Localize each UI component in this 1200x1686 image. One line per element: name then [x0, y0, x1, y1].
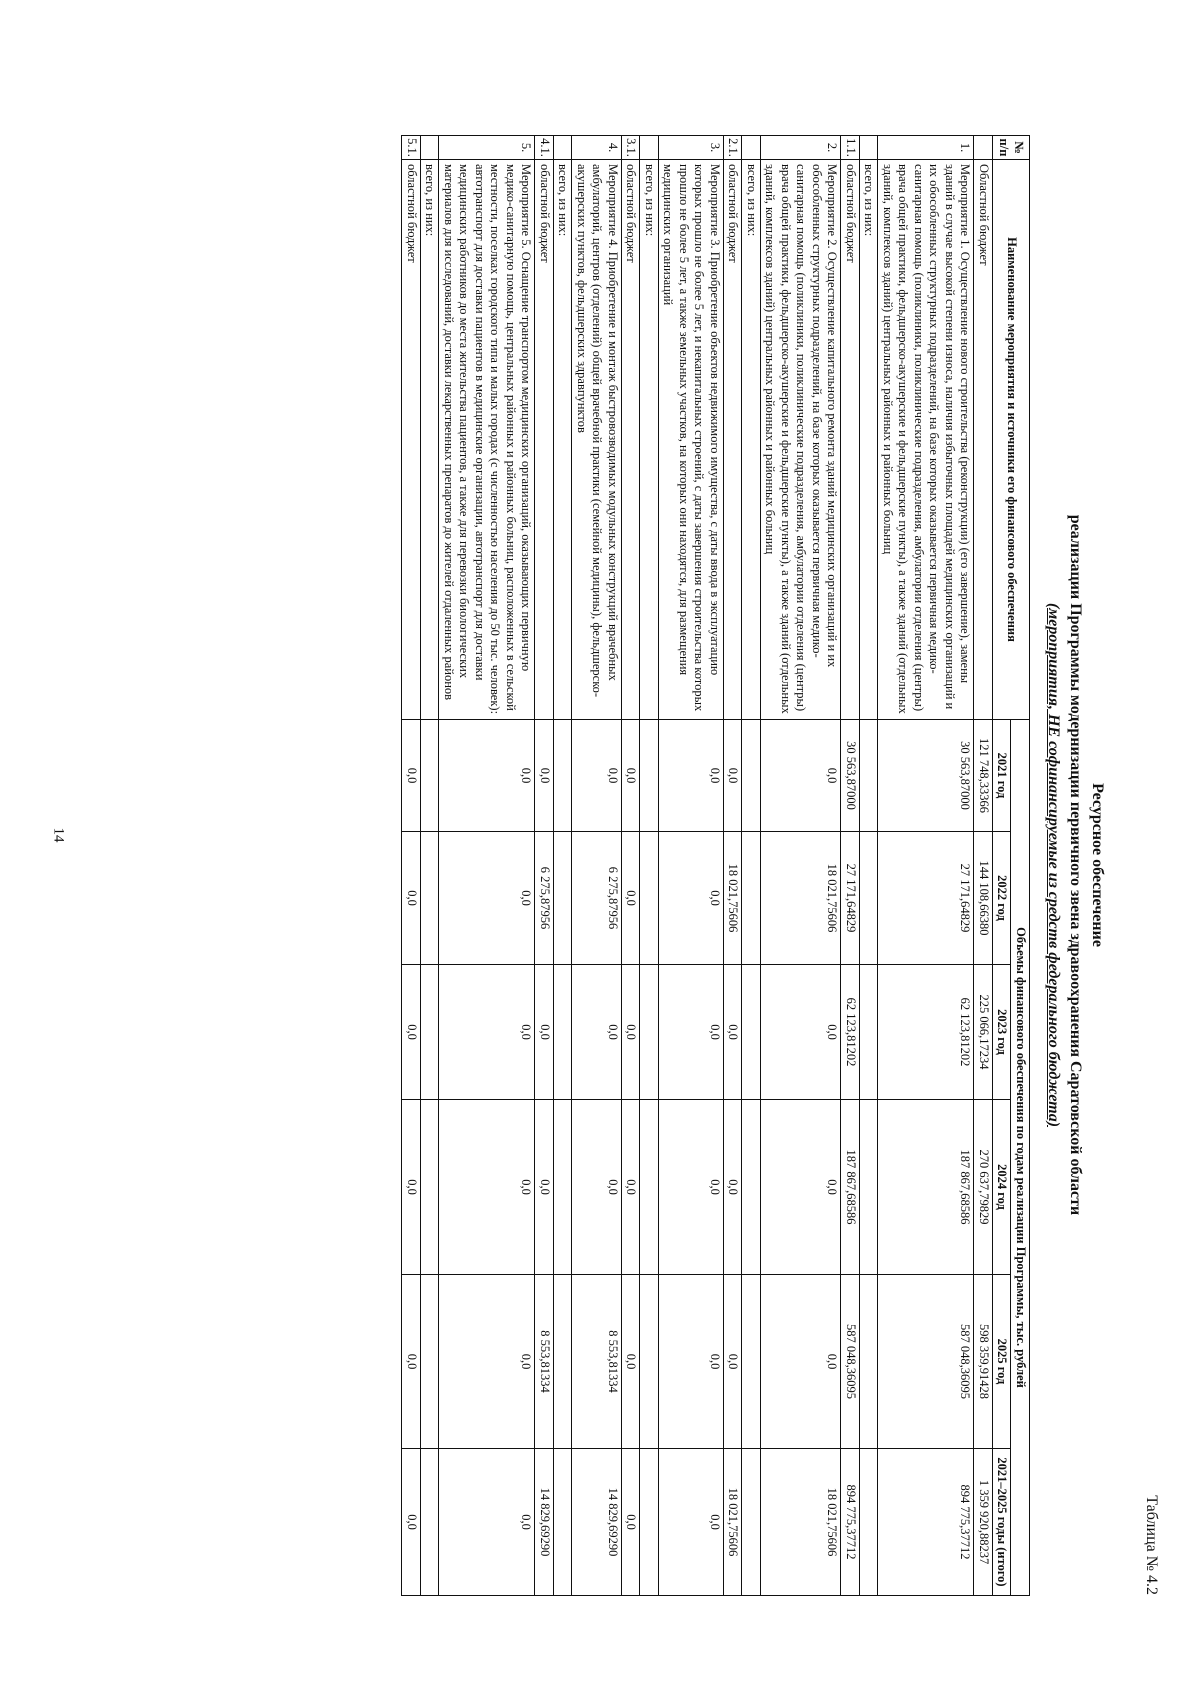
row-value: 0,0 — [439, 965, 535, 1100]
row-value: 14 829,69290 — [535, 1449, 554, 1596]
table-row — [421, 136, 440, 1596]
row-value: 1 359 920,88237 — [974, 1449, 993, 1596]
header-year: 2023 год — [993, 965, 1012, 1100]
row-value — [421, 965, 440, 1100]
title-line-1: Ресурсное обеспечение — [1089, 783, 1106, 947]
row-value: 18 021,75606 — [761, 832, 842, 965]
row-name: всего, из них: — [640, 160, 659, 720]
row-value — [421, 1275, 440, 1449]
row-value — [554, 965, 573, 1100]
row-value — [421, 1100, 440, 1275]
row-name: всего, из них: — [554, 160, 573, 720]
row-value — [554, 1449, 573, 1596]
row-value: 0,0 — [622, 832, 641, 965]
row-value: 62 123,81202 — [878, 965, 974, 1100]
table-row — [742, 136, 761, 1596]
row-value: 0,0 — [659, 720, 724, 832]
row-name: всего, из них: — [860, 160, 879, 720]
row-value: 0,0 — [622, 965, 641, 1100]
header-year: 2025 год — [993, 1275, 1012, 1449]
table-row — [974, 136, 993, 1596]
row-value — [421, 1449, 440, 1596]
title-line-2: реализации Программы модернизации первичного звена здравоохранения Саратовской области — [1067, 514, 1084, 1216]
rotated-page-content — [230, 135, 1170, 1595]
row-value — [860, 1275, 879, 1449]
header-name: Наименование мероприятия и источники его финансового обеспечения — [993, 160, 1030, 720]
row-value — [640, 965, 659, 1100]
row-value: 0,0 — [402, 1449, 421, 1596]
row-value — [860, 720, 879, 832]
row-value: 6 275,87956 — [572, 832, 622, 965]
row-number: 3.1. — [622, 136, 641, 160]
table-row — [572, 136, 622, 1596]
row-value: 121 748,33366 — [974, 720, 993, 832]
row-value: 6 275,87956 — [535, 832, 554, 965]
row-value: 894 775,37712 — [878, 1449, 974, 1596]
row-value: 144 108,66380 — [974, 832, 993, 965]
row-name: Мероприятие 5. Оснащение транспортом медицинских организаций, оказывающих первичную медико-санитарную помощь, центральных районных и районных больниц, расположенных в сельской местности, поселках городского типа и малых городах (с численностью населения до 50 тыс. человек): автотранспорт для доставки пациентов в медицинские организации, автотранспорт для доставки медицинских работников до места жительства пациентов, а также для перевозки биологических материалов для исследований, доставки лекарственных препаратов до жителей отдаленных районов — [439, 160, 535, 720]
row-value: 0,0 — [622, 1275, 641, 1449]
row-value: 18 021,75606 — [724, 1449, 743, 1596]
row-value — [554, 1100, 573, 1275]
table-row — [878, 136, 974, 1596]
header-year: 2021 год — [993, 720, 1012, 832]
page-number: 14 — [50, 827, 67, 843]
row-value: 0,0 — [659, 1449, 724, 1596]
table-label: Таблица № 4.2 — [1143, 1495, 1160, 1595]
row-value: 0,0 — [761, 1100, 842, 1275]
header-number: № п/п — [993, 136, 1030, 160]
row-value — [742, 1100, 761, 1275]
row-number: 4.1. — [535, 136, 554, 160]
table-row — [841, 136, 860, 1596]
row-name: Мероприятие 1. Осуществление нового строительства (реконструкции) (его завершение), замены зданий в случае высокой степени износа, наличия избыточных площадей медицинских организаций и их обособленных структурных подразделений, на базе которых оказывается первичная медико-санитарная помощь (поликлиники, поликлинические подразделения, амбулатории отделения (центры) врача общей практики, фельдшерско-акушерские и фельдшерские пункты), а также зданий (отдельных зданий, комплексов зданий) центральных районных и районных больниц — [878, 160, 974, 720]
row-name: областной бюджет — [535, 160, 554, 720]
row-number — [974, 136, 993, 160]
row-value: 0,0 — [402, 965, 421, 1100]
document-title — [1042, 135, 1108, 1595]
row-name: всего, из них: — [742, 160, 761, 720]
row-value — [742, 1275, 761, 1449]
header-year: 2021–2025 годы (итого) — [993, 1449, 1012, 1596]
row-value: 0,0 — [572, 1100, 622, 1275]
table-row — [535, 136, 554, 1596]
row-name: областной бюджет — [622, 160, 641, 720]
row-value: 187 867,68586 — [878, 1100, 974, 1275]
row-number: 5.1. — [402, 136, 421, 160]
row-number — [860, 136, 879, 160]
row-value: 0,0 — [761, 965, 842, 1100]
row-value: 0,0 — [402, 832, 421, 965]
row-value: 0,0 — [761, 1275, 842, 1449]
row-number: 4. — [572, 136, 622, 160]
row-value — [554, 720, 573, 832]
row-value — [554, 1275, 573, 1449]
row-value: 0,0 — [622, 720, 641, 832]
table-row — [439, 136, 535, 1596]
table-row — [622, 136, 641, 1596]
row-value: 187 867,68586 — [841, 1100, 860, 1275]
row-value — [860, 832, 879, 965]
row-name: Мероприятие 2. Осуществление капитального ремонта зданий медицинских организаций и их обособленных структурных подразделений, на базе которых оказывается первичная медико-санитарная помощь (поликлиники, поликлинические подразделения, амбулатории отделения (центры) врача общей практики, фельдшерско-акушерские и фельдшерские пункты), а также зданий (отдельных зданий, комплексов зданий) центральных районных и районных больниц — [761, 160, 842, 720]
row-number: 3. — [659, 136, 724, 160]
row-value: 0,0 — [535, 720, 554, 832]
row-value: 0,0 — [439, 1100, 535, 1275]
table-row — [761, 136, 842, 1596]
row-value: 0,0 — [761, 720, 842, 832]
row-value: 30 563,87000 — [878, 720, 974, 832]
row-value: 62 123,81202 — [841, 965, 860, 1100]
row-value: 270 637,79829 — [974, 1100, 993, 1275]
row-value — [742, 832, 761, 965]
table-row — [724, 136, 743, 1596]
table-row — [640, 136, 659, 1596]
row-value: 0,0 — [572, 720, 622, 832]
row-number: 2.1. — [724, 136, 743, 160]
row-value: 0,0 — [622, 1449, 641, 1596]
row-value: 598 359,91428 — [974, 1275, 993, 1449]
row-value: 18 021,75606 — [724, 832, 743, 965]
row-name: областной бюджет — [402, 160, 421, 720]
row-value — [640, 1449, 659, 1596]
row-value: 0,0 — [572, 965, 622, 1100]
row-number — [742, 136, 761, 160]
row-name: Мероприятие 3. Приобретение объектов недвижимого имущества, с даты ввода в эксплуатацию которых прошло не более 5 лет, и некапитальных строений, с даты завершения строительства которых прошло не более 5 лет, а также земельных участков, на которых они находятся, для размещения медицинских организаций — [659, 160, 724, 720]
row-value: 0,0 — [659, 965, 724, 1100]
header-volumes: Объемы финансового обеспечения по годам реализации Программы, тыс. рублей — [1011, 720, 1030, 1596]
row-value — [554, 832, 573, 965]
table-row — [860, 136, 879, 1596]
row-value: 14 829,69290 — [572, 1449, 622, 1596]
title-line-3: (мероприятия, НЕ софинансируемые из средств федерального бюджета) — [1045, 602, 1062, 1128]
row-value: 18 021,75606 — [761, 1449, 842, 1596]
row-value — [742, 720, 761, 832]
row-value — [640, 832, 659, 965]
row-number: 1.1. — [841, 136, 860, 160]
row-value: 0,0 — [439, 720, 535, 832]
row-value — [860, 965, 879, 1100]
row-value: 0,0 — [724, 1275, 743, 1449]
row-value: 0,0 — [402, 720, 421, 832]
row-value — [640, 720, 659, 832]
row-name: Областной бюджет — [974, 160, 993, 720]
row-number: 5. — [439, 136, 535, 160]
row-value: 0,0 — [622, 1100, 641, 1275]
row-value: 0,0 — [535, 965, 554, 1100]
row-value — [640, 1100, 659, 1275]
row-name: областной бюджет — [724, 160, 743, 720]
row-number: 2. — [761, 136, 842, 160]
row-value — [742, 965, 761, 1100]
row-number — [554, 136, 573, 160]
header-year: 2024 год — [993, 1100, 1012, 1275]
table-row — [554, 136, 573, 1596]
row-value: 0,0 — [724, 965, 743, 1100]
row-value: 0,0 — [439, 1275, 535, 1449]
header-year: 2022 год — [993, 832, 1012, 965]
row-number — [421, 136, 440, 160]
row-number: 1. — [878, 136, 974, 160]
row-value: 0,0 — [439, 832, 535, 965]
row-value: 0,0 — [659, 1100, 724, 1275]
row-value — [421, 720, 440, 832]
row-value — [640, 1275, 659, 1449]
row-value — [860, 1100, 879, 1275]
row-value — [860, 1449, 879, 1596]
table-body — [402, 136, 993, 1596]
row-value: 30 563,87000 — [841, 720, 860, 832]
table-row — [659, 136, 724, 1596]
row-value: 0,0 — [439, 1449, 535, 1596]
row-value: 27 171,64829 — [841, 832, 860, 965]
row-value: 0,0 — [535, 1100, 554, 1275]
row-value: 0,0 — [402, 1275, 421, 1449]
row-value — [421, 832, 440, 965]
row-value: 225 066,17234 — [974, 965, 993, 1100]
row-value: 0,0 — [659, 1275, 724, 1449]
row-value: 587 048,36095 — [841, 1275, 860, 1449]
table-row — [402, 136, 421, 1596]
row-value: 0,0 — [402, 1100, 421, 1275]
row-value: 8 553,81334 — [535, 1275, 554, 1449]
row-value: 8 553,81334 — [572, 1275, 622, 1449]
row-name: Мероприятие 4. Приобретение и монтаж быстровозводимых модульных конструкций врачебных амбулаторий, центров (отделений) общей врачебной практики (семейной медицины), фельдшерско-акушерских пунктов, фельдшерских здравпунктов — [572, 160, 622, 720]
row-value: 0,0 — [724, 720, 743, 832]
row-value: 0,0 — [659, 832, 724, 965]
row-value — [742, 1449, 761, 1596]
resource-table — [402, 135, 1031, 1596]
row-value: 0,0 — [724, 1100, 743, 1275]
row-name: областной бюджет — [841, 160, 860, 720]
row-value: 894 775,37712 — [841, 1449, 860, 1596]
row-value: 587 048,36095 — [878, 1275, 974, 1449]
row-name: всего, из них: — [421, 160, 440, 720]
row-value: 27 171,64829 — [878, 832, 974, 965]
row-number — [640, 136, 659, 160]
